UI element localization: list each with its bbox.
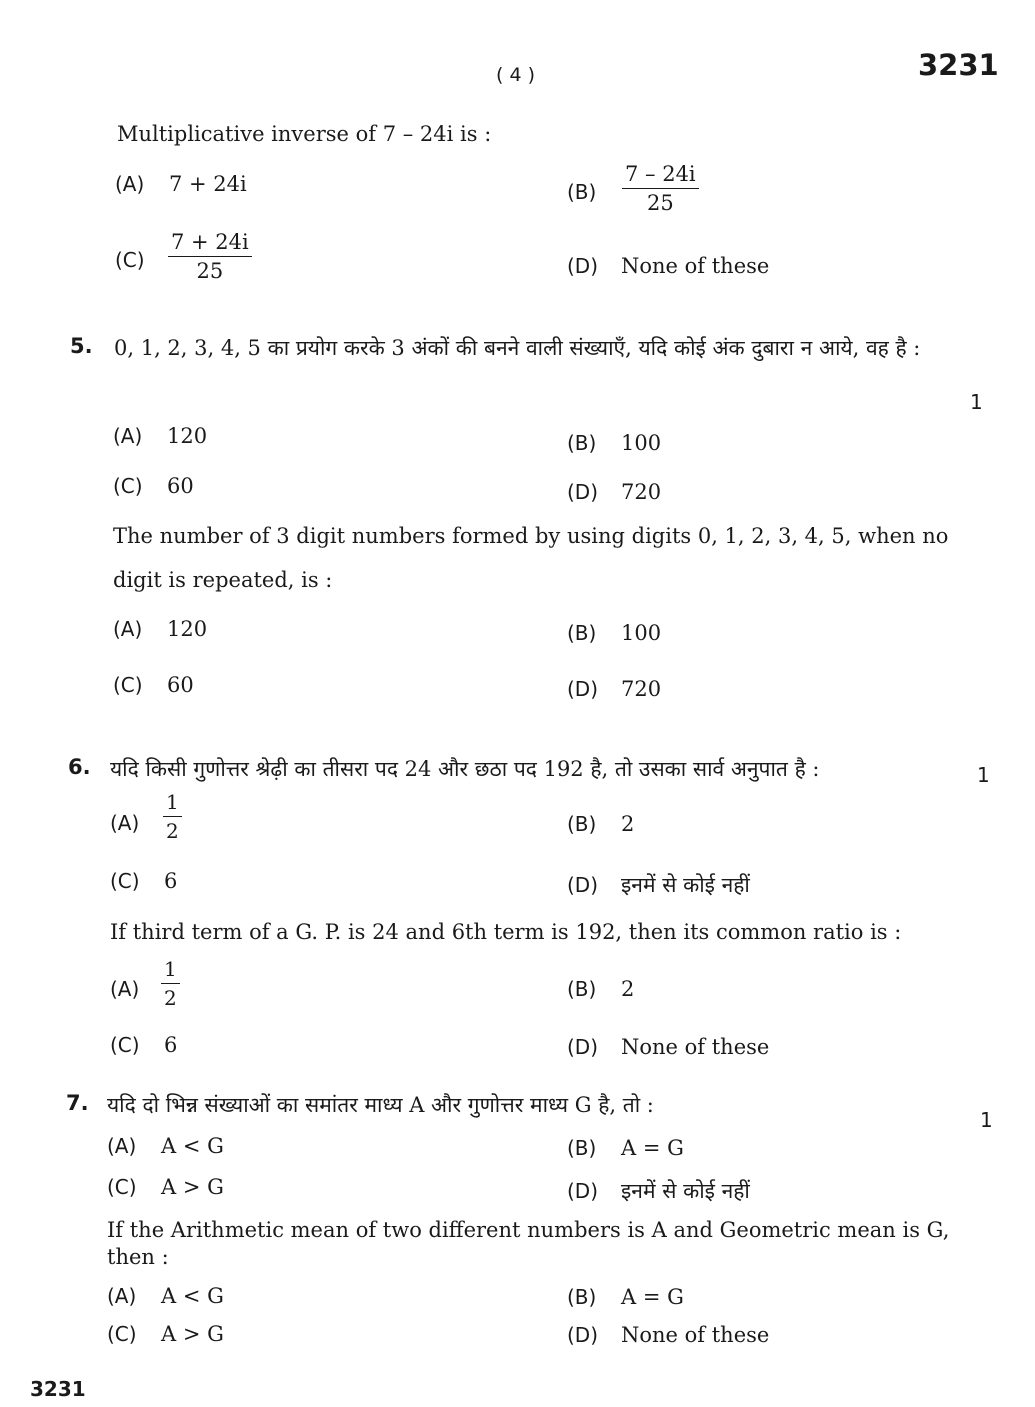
option-text: 2 (621, 812, 635, 836)
option-text: इनमें से कोई नहीं (621, 1179, 750, 1203)
option-label: (B) (567, 977, 597, 1001)
option-text: 100 (621, 431, 662, 455)
option-text: None of these (621, 1035, 770, 1059)
q7-marks: 1 (980, 1108, 993, 1132)
option-label: (D) (567, 1179, 599, 1203)
option-label: (D) (567, 1035, 599, 1059)
option-label: (C) (110, 1033, 140, 1057)
option-text: None of these (621, 1323, 770, 1347)
q6-english-option-c (110, 1033, 177, 1057)
option-label: (B) (567, 1136, 597, 1160)
option-text: A < G (161, 1134, 224, 1158)
q5-english-stem-line2: digit is repeated, is : (113, 568, 333, 592)
option-text: 720 (621, 480, 662, 504)
option-label: (D) (567, 254, 599, 278)
option-text: 120 (167, 617, 208, 641)
option-label: (C) (107, 1175, 137, 1199)
q4-option-b-fraction (622, 162, 699, 215)
option-label: (A) (113, 424, 143, 448)
q6-hindi-option-a-fraction (163, 790, 182, 843)
q5-number: 5. (70, 334, 93, 358)
option-text: 720 (621, 677, 662, 701)
q7-english-stem-line1: If the Arithmetic mean of two different numbers is A and Geometric mean is G, (107, 1218, 950, 1242)
option-label: (B) (567, 621, 597, 645)
q4-option-d (567, 254, 769, 278)
q7-english-option-c (107, 1322, 224, 1346)
option-label: (C) (115, 248, 145, 272)
option-text: None of these (621, 254, 770, 278)
q5-english-stem-line1: The number of 3 digit numbers formed by using digits 0, 1, 2, 3, 4, 5, when no (113, 524, 949, 548)
fraction-denominator: 2 (164, 986, 177, 1010)
q7-number: 7. (66, 1091, 89, 1115)
q6-hindi-option-d (567, 871, 750, 899)
q4-option-a (115, 172, 247, 196)
option-text: 60 (167, 474, 194, 498)
q5-english-option-d (567, 677, 661, 701)
q5-hindi-stem: 0, 1, 2, 3, 4, 5 का प्रयोग करके 3 अंकों की बनने वाली संख्याएँ, यदि कोई अंक दुबारा न आये, वह है : (114, 336, 921, 360)
q4-english-stem: Multiplicative inverse of 7 – 24i is : (117, 122, 492, 146)
option-text: A = G (621, 1285, 684, 1309)
q7-english-option-b (567, 1285, 684, 1309)
q7-hindi-option-a (107, 1134, 224, 1158)
page-number: ( 4 ) (496, 64, 535, 86)
q6-marks: 1 (977, 763, 990, 787)
q6-number: 6. (68, 755, 91, 779)
option-label: (C) (113, 673, 143, 697)
q6-english-option-a-fraction (161, 957, 180, 1010)
option-text: A > G (161, 1175, 224, 1199)
q6-english-option-a (110, 977, 164, 1001)
q4-option-c-fraction (168, 230, 252, 283)
option-text: 120 (167, 424, 208, 448)
q5-hindi-option-b (567, 431, 661, 455)
q5-hindi-option-c (113, 474, 194, 498)
q5-hindi-option-a (113, 424, 207, 448)
fraction-numerator: 1 (161, 957, 180, 984)
option-text: 60 (167, 673, 194, 697)
option-label: (A) (107, 1134, 137, 1158)
option-label: (C) (110, 869, 140, 893)
fraction-numerator: 7 – 24i (622, 162, 699, 189)
option-label: (D) (567, 873, 599, 897)
option-text: A = G (621, 1136, 684, 1160)
fraction-denominator: 25 (646, 191, 674, 215)
option-label: (A) (110, 977, 140, 1001)
q5-english-option-c (113, 673, 194, 697)
q6-hindi-option-c (110, 869, 177, 893)
q7-english-stem-line2: then : (107, 1245, 169, 1269)
q5-english-option-b (567, 621, 661, 645)
fraction-denominator: 2 (166, 819, 179, 843)
fraction-denominator: 25 (196, 259, 224, 283)
option-label: (A) (110, 811, 140, 835)
option-label: (B) (567, 812, 597, 836)
q6-hindi-stem: यदि किसी गुणोत्तर श्रेढ़ी का तीसरा पद 24 और छठा पद 192 है, तो उसका सार्व अनुपात है : (110, 757, 820, 781)
q7-hindi-stem: यदि दो भिन्न संख्याओं का समांतर माध्य A और गुणोत्तर माध्य G है, तो : (107, 1093, 654, 1117)
option-label: (D) (567, 1323, 599, 1347)
q7-hindi-option-d (567, 1177, 750, 1205)
fraction-numerator: 1 (163, 790, 182, 817)
q7-english-option-d (567, 1323, 769, 1347)
q5-marks: 1 (970, 390, 983, 414)
option-text: 7 + 24i (169, 172, 247, 196)
option-text: 6 (164, 1033, 178, 1057)
fraction-numerator: 7 + 24i (168, 230, 252, 257)
option-text: 2 (621, 977, 635, 1001)
q5-hindi-option-d (567, 480, 661, 504)
option-label: (B) (567, 1285, 597, 1309)
option-text: 6 (164, 869, 178, 893)
paper-code-header: 3231 (918, 48, 999, 82)
option-text: A > G (161, 1322, 224, 1346)
option-label: (B) (567, 180, 597, 204)
option-label: (A) (107, 1284, 137, 1308)
option-text: 100 (621, 621, 662, 645)
option-label: (D) (567, 677, 599, 701)
q6-english-stem: If third term of a G. P. is 24 and 6th term is 192, then its common ratio is : (110, 920, 902, 944)
option-label: (A) (113, 617, 143, 641)
option-text: इनमें से कोई नहीं (621, 873, 750, 897)
q6-english-option-b (567, 977, 634, 1001)
option-label: (A) (115, 172, 145, 196)
q7-english-option-a (107, 1284, 224, 1308)
q7-hindi-option-b (567, 1136, 684, 1160)
q6-hindi-option-a (110, 811, 164, 835)
option-label: (D) (567, 480, 599, 504)
q5-english-option-a (113, 617, 207, 641)
q7-hindi-option-c (107, 1175, 224, 1199)
option-label: (C) (113, 474, 143, 498)
q6-hindi-option-b (567, 812, 634, 836)
q6-english-option-d (567, 1035, 769, 1059)
option-text: A < G (161, 1284, 224, 1308)
option-label: (C) (107, 1322, 137, 1346)
q4-option-b (567, 180, 621, 204)
paper-code-footer: 3231 (30, 1377, 86, 1401)
q4-option-c (115, 248, 169, 272)
option-label: (B) (567, 431, 597, 455)
